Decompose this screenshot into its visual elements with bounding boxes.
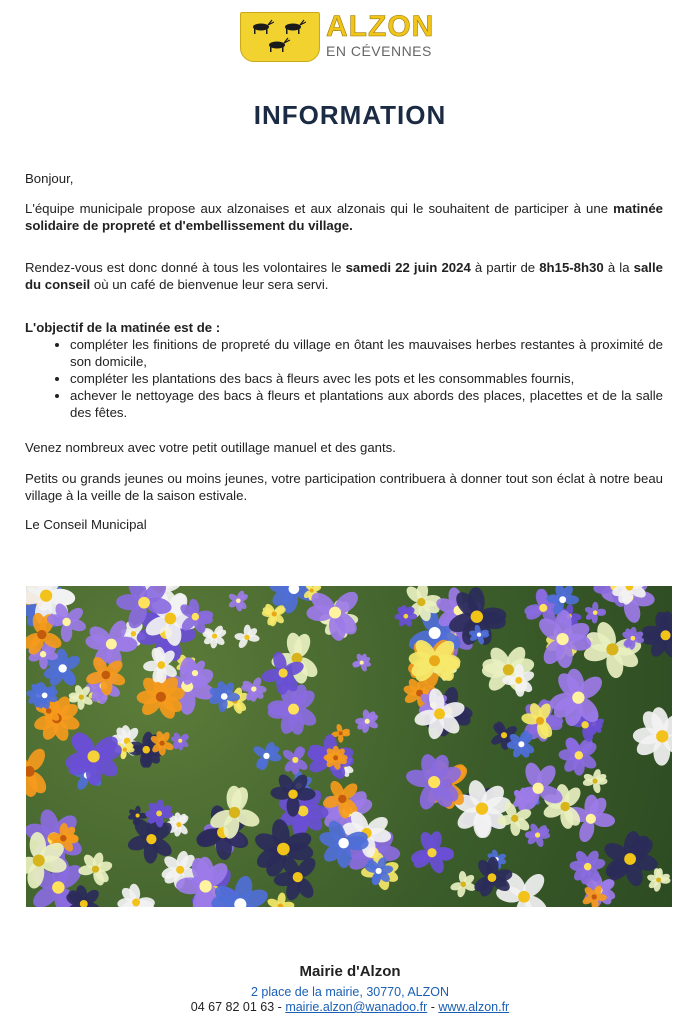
flower bbox=[281, 745, 309, 775]
intro-highlight: matinée solidaire de propreté et d'embellissement du village. bbox=[25, 201, 663, 233]
flower bbox=[646, 868, 671, 893]
flower bbox=[261, 602, 286, 627]
rdv-text-3: à la bbox=[603, 260, 634, 275]
page-title: INFORMATION bbox=[253, 100, 447, 130]
flower bbox=[584, 602, 606, 624]
paragraph-participation: Petits ou grands jeunes ou moins jeunes, votre participation contribuera à donner tout son éclat à notre beau village à la veille de la saison estivale. bbox=[25, 471, 663, 503]
objective-section bbox=[25, 319, 663, 421]
flower bbox=[409, 830, 455, 876]
list-item: • achever le nettoyage des bacs à fleurs et plantations aux abords des places, placettes et de la salle des fêtes. bbox=[70, 387, 663, 421]
website-link[interactable]: www.alzon.fr bbox=[438, 1000, 510, 1014]
rdv-time: 8h15-8h30 bbox=[539, 260, 604, 275]
flower bbox=[26, 746, 50, 798]
flower bbox=[252, 740, 282, 771]
footer-contact bbox=[0, 1000, 700, 1014]
flowers-image bbox=[26, 586, 672, 907]
list-item: • compléter les plantations des bacs à fleurs avec les pots et les consommables fournis, bbox=[70, 370, 663, 387]
paragraph-rendezvous bbox=[25, 259, 663, 293]
logo-subtitle: EN CÉVENNES bbox=[326, 43, 432, 59]
footer-phone: 04 67 82 01 63 bbox=[190, 1000, 275, 1014]
flower bbox=[582, 768, 607, 794]
footer-separator: - bbox=[427, 1000, 439, 1014]
flower bbox=[451, 778, 512, 839]
intro-text: L'équipe municipale propose aux alzonaises et aux alzonais qui le souhaitent de participer à une bbox=[25, 201, 614, 216]
paragraph-intro bbox=[25, 200, 663, 234]
footer-separator: - bbox=[274, 1000, 286, 1014]
greeting: Bonjour, bbox=[25, 171, 74, 186]
flower bbox=[117, 883, 156, 907]
flower bbox=[449, 871, 477, 898]
flower bbox=[234, 625, 260, 650]
objective-list bbox=[25, 336, 663, 421]
flower bbox=[641, 610, 672, 660]
email-link[interactable]: mairie.alzon@wanadoo.fr bbox=[285, 1000, 428, 1014]
rdv-text-4: où un café de bienvenue leur sera servi. bbox=[90, 277, 329, 292]
flower bbox=[227, 590, 249, 612]
objective-heading: L'objectif de la matinée est de : bbox=[25, 320, 221, 335]
paragraph-tools: Venez nombreux avec votre petit outillage manuel et des gants. bbox=[25, 440, 396, 455]
flower bbox=[355, 709, 379, 734]
flower bbox=[633, 706, 672, 766]
list-item: • compléter les finitions de propreté du village en ôtant les mauvaises herbes restantes à proximité de son domicile, bbox=[70, 336, 663, 370]
rdv-date: samedi 22 juin 2024 bbox=[345, 260, 471, 275]
flower bbox=[352, 653, 372, 673]
flower bbox=[78, 851, 114, 887]
footer-address: 2 place de la mairie, 30770, ALZON bbox=[250, 985, 450, 999]
coat-of-arms-icon bbox=[240, 12, 320, 62]
rdv-text-2: à partir de bbox=[470, 260, 540, 275]
alzon-logo bbox=[240, 12, 452, 62]
flower bbox=[535, 610, 593, 669]
footer-title: Mairie d'Alzon bbox=[299, 963, 401, 980]
flower bbox=[558, 735, 599, 776]
flower bbox=[306, 588, 362, 643]
flower bbox=[202, 624, 228, 649]
rdv-place: salle du conseil bbox=[25, 260, 663, 292]
signature: Le Conseil Municipal bbox=[25, 517, 147, 532]
rdv-text-1: Rendez-vous est donc donné à tous les volontaires le bbox=[25, 260, 346, 275]
logo-name: ALZON bbox=[326, 10, 435, 43]
